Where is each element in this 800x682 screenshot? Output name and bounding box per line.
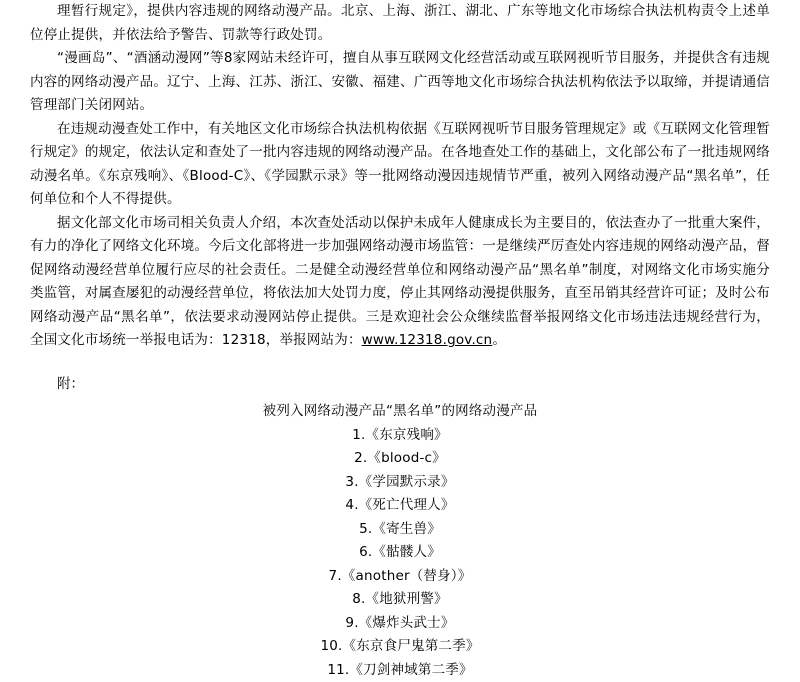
list-item: 9.《爆炸头武士》	[30, 612, 770, 636]
paragraph-4-end: 。	[492, 332, 506, 348]
list-item: 6.《骷髅人》	[30, 541, 770, 565]
list-item: 5.《寄生兽》	[30, 518, 770, 542]
list-item: 8.《地狱刑警》	[30, 588, 770, 612]
paragraph-4	[30, 212, 770, 353]
paragraph-1: 理暂行规定》，提供内容违规的网络动漫产品。北京、上海、浙江、湖北、广东等地文化市场综合执法机构责令上述单位停止提供，并依法给予警告、罚款等行政处罚。	[30, 0, 770, 47]
attachment-label: 附：	[30, 353, 770, 397]
list-item: 2.《blood-c》	[30, 447, 770, 471]
paragraph-4-text: 据文化部文化市场司相关负责人介绍，本次查处活动以保护未成年人健康成长为主要目的，依法查办了一批重大案件，有力的净化了网络文化环境。今后文化部将进一步加强网络动漫市场监管：一是继续严厉查处内容违规的网络动漫产品，督促网络动漫经营单位履行应尽的社会责任。二是健全动漫经营单位和网络动漫产品“黑名单”制度，对网络文化市场实施分类监管，对属查屡犯的动漫经营单位，将依法加大处罚力度，停止其网络动漫提供服务，直至吊销其经营许可证；及时公布网络动漫产品“黑名单”，依法要求动漫网站停止提供。三是欢迎社会公众继续监督举报网络文化市场违法违规经营行为，全国文化市场统一举报电话为：12318，举报网站为：	[30, 215, 770, 349]
list-item: 3.《学园默示录》	[30, 471, 770, 495]
paragraph-3: 在违规动漫查处工作中，有关地区文化市场综合执法机构依据《互联网视听节目服务管理规定》或《互联网文化管理暂行规定》的规定，依法认定和查处了一批内容违规的网络动漫产品。在各地查处工作的基础上，文化部公布了一批违规网络动漫名单。《东京残响》、《Blood-C》、《学园默示录》等一批网络动漫因违规情节严重，被列入网络动漫产品“黑名单”，任何单位和个人不得提供。	[30, 118, 770, 212]
report-website-link[interactable]: www.12318.gov.cn	[362, 332, 493, 348]
list-item: 1.《东京残响》	[30, 424, 770, 448]
list-item: 4.《死亡代理人》	[30, 494, 770, 518]
blacklist-title: 被列入网络动漫产品“黑名单”的网络动漫产品	[30, 396, 770, 424]
list-item: 7.《another（替身）》	[30, 565, 770, 589]
paragraph-2: “漫画岛”、“酒涵动漫网”等8家网站未经许可，擅自从事互联网文化经营活动或互联网视听节目服务，并提供含有违规内容的网络动漫产品。辽宁、上海、江苏、浙江、安徽、福建、广西等地文化市场综合执法机构依法予以取缔，并提请通信管理部门关闭网站。	[30, 47, 770, 118]
list-item: 10.《东京食尸鬼第二季》	[30, 635, 770, 659]
list-item: 11.《刀剑神域第二季》	[30, 659, 770, 682]
